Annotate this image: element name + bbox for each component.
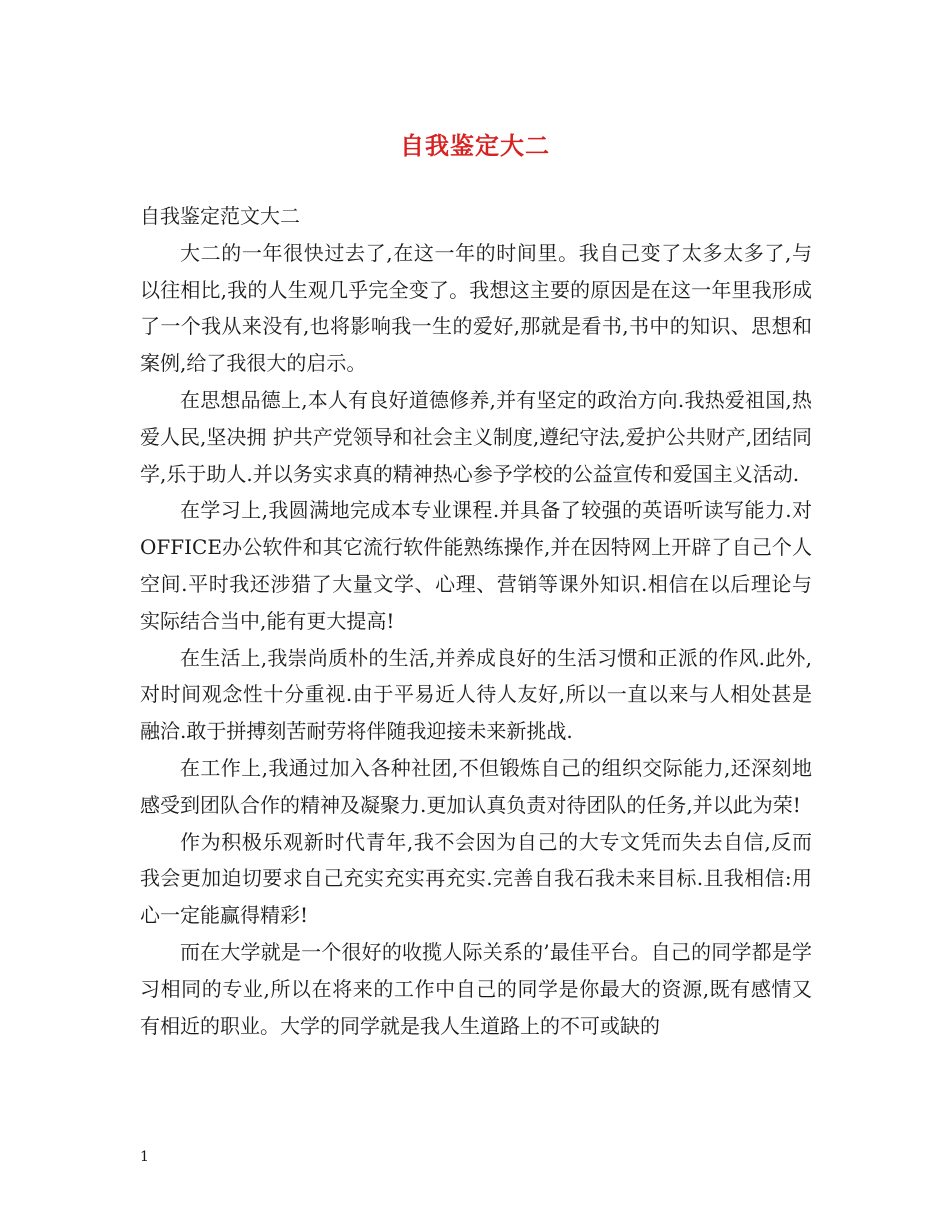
paragraph-5: 在工作上,我通过加入各种社团,不但锻炼自己的组织交际能力,还深刻地感受到团队合作的精神及凝聚力.更加认真负责对待团队的任务,并以此为荣! (140, 755, 812, 817)
paragraph-7: 而在大学就是一个很好的收揽人际关系的’最佳平台。自己的同学都是学习相同的专业,所以在将来的工作中自己的同学是你最大的资源,既有感情又有相近的职业。大学的同学就是我人生道路上的不可或缺的 (140, 939, 812, 1038)
paragraph-2: 在思想品德上,本人有良好道德修养,并有坚定的政治方向.我热爱祖国,热爱人民,坚决拥 护共产党领导和社会主义制度,遵纪守法,爱护公共财产,团结同学,乐于助人.并以务实求真的精神热心参予学校的公益宣传和爱国主义活动. (140, 387, 812, 486)
page-number: 1 (140, 1149, 149, 1165)
document-title: 自我鉴定大二 (400, 131, 550, 160)
document-subtitle: 自我鉴定范文大二 (140, 204, 300, 228)
paragraph-6: 作为积极乐观新时代青年,我不会因为自己的大专文凭而失去自信,反而我会更加迫切要求自己充实充实再充实.完善自我石我未来目标.且我相信:用心一定能赢得精彩! (140, 829, 812, 928)
paragraph-1: 大二的一年很快过去了,在这一年的时间里。我自己变了太多太多了,与以往相比,我的人生观几乎完全变了。我想这主要的原因是在这一年里我形成了一个我从来没有,也将影响我一生的爱好,那就是看书,书中的知识、思想和案例,给了我很大的启示。 (140, 240, 812, 376)
paragraph-4: 在生活上,我崇尚质朴的生活,并养成良好的生活习惯和正派的作风.此外,对时间观念性十分重视.由于平易近人待人友好,所以一直以来与人相处甚是融洽.敢于拼搏刻苦耐劳将伴随我迎接未来新挑战. (140, 645, 812, 744)
paragraph-3: 在学习上,我圆满地完成本专业课程.并具备了较强的英语听读写能力.对OFFICE办公软件和其它流行软件能熟练操作,并在因特网上开辟了自己个人空间.平时我还涉猎了大量文学、心理、营销等课外知识.相信在以后理论与实际结合当中,能有更大提高! (140, 498, 812, 633)
document-body (140, 198, 812, 1044)
